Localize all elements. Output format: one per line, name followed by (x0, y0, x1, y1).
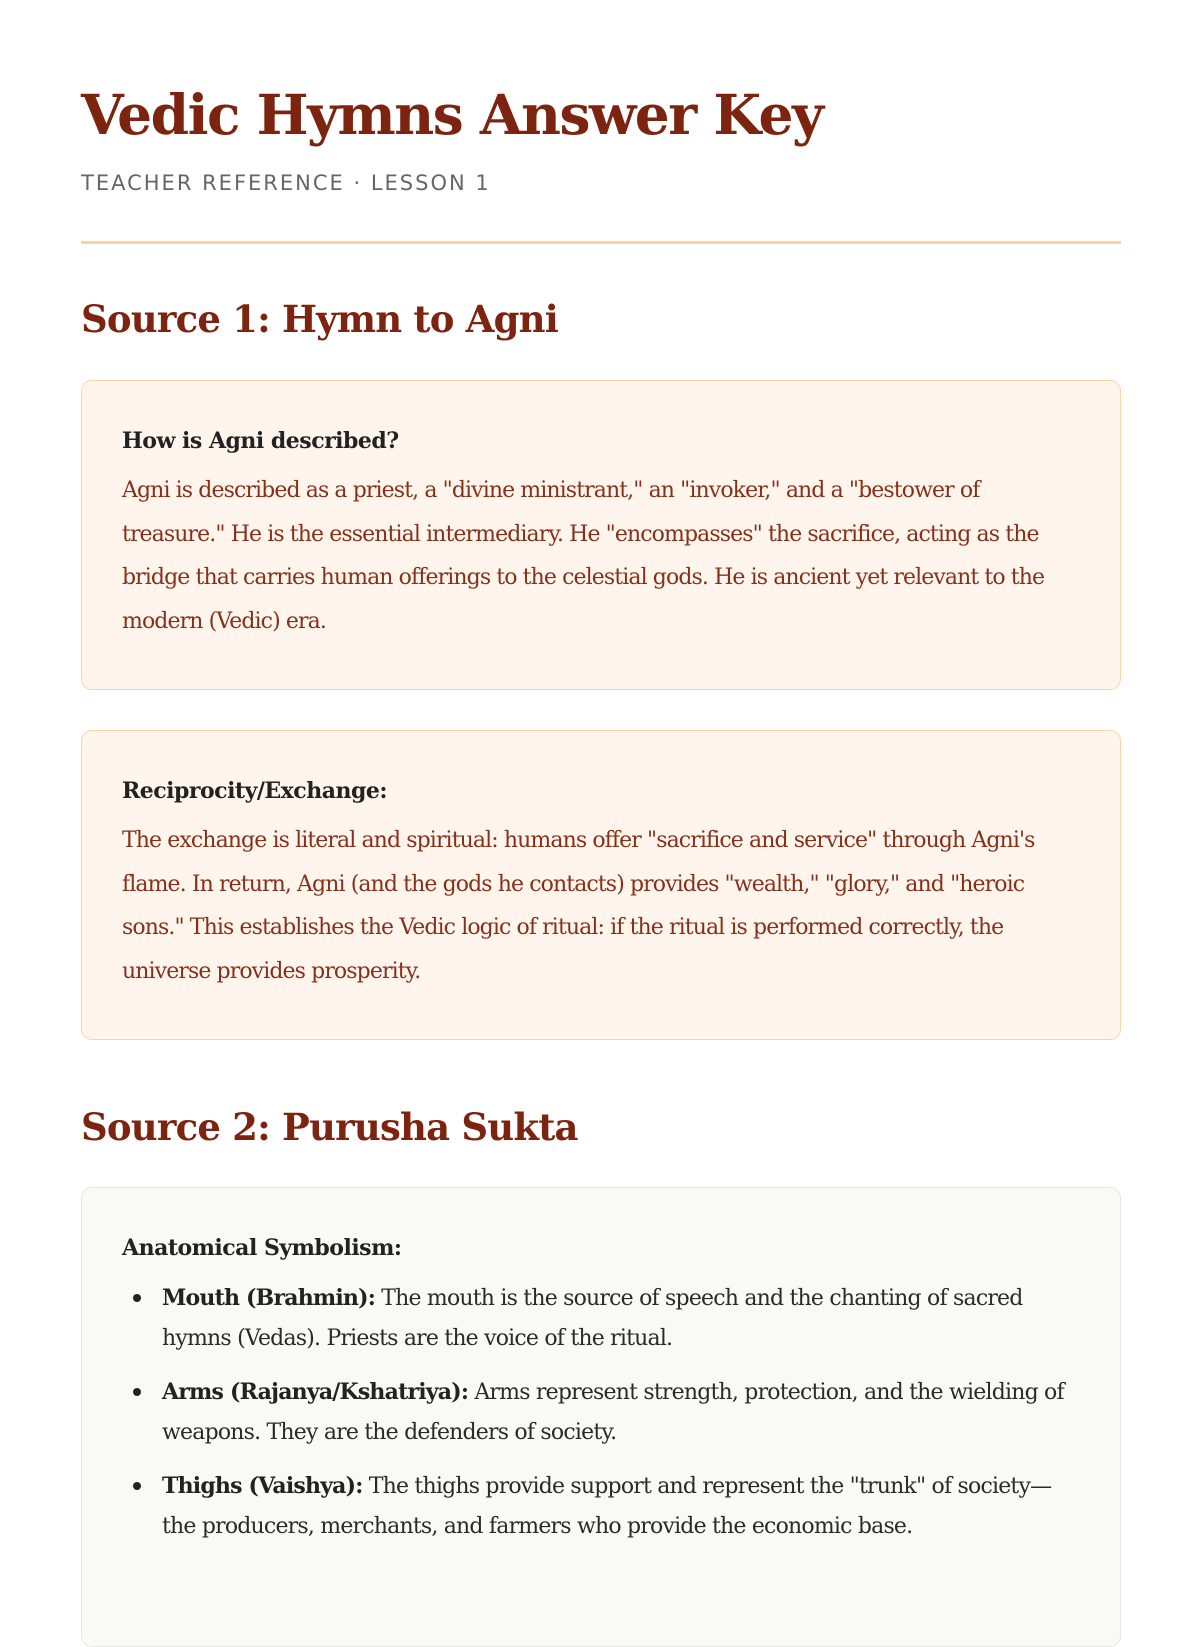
question-label: How is Agni described? (122, 428, 399, 454)
section-heading-agni: Source 1: Hymn to Agni (81, 297, 559, 341)
question-label: Reciprocity/Exchange: (122, 778, 387, 804)
list-item (122, 1466, 1080, 1547)
list-item-term: Thighs (Vaishya): (162, 1473, 363, 1499)
page-title: Vedic Hymns Answer Key (81, 82, 823, 147)
section-heading-purusha: Source 2: Purusha Sukta (81, 1105, 578, 1149)
list-item-text: The thighs provide support and represent the "trunk" of society—the producers, merchants, and farmers who provide the economic base. (162, 1474, 1052, 1539)
symbolism-list (122, 1278, 1080, 1547)
list-item-text: Arms represent strength, protection, and the wielding of weapons. They are the defenders of society. (162, 1380, 1064, 1445)
list-item (122, 1278, 1080, 1359)
answer-card-agni-description (81, 380, 1121, 690)
header-divider (81, 241, 1121, 244)
list-item-text: The mouth is the source of speech and the chanting of sacred hymns (Vedas). Priests are the voice of the ritual. (162, 1286, 1023, 1351)
bullet-icon (133, 1294, 141, 1302)
answer-card-anatomical-symbolism (81, 1187, 1121, 1647)
answer-text: Agni is described as a priest, a "divine ministrant," an "invoker," and a "bestower of treasure." He is the essential intermediary. He "encompasses" the sacrifice, acting as the bridge that carries human offerings to the celestial gods. He is ancient yet relevant to the modern (Vedic) era. (122, 478, 1045, 634)
list-item-term: Arms (Rajanya/Kshatriya): (162, 1379, 469, 1405)
list-item (122, 1372, 1080, 1453)
list-item-term: Mouth (Brahmin): (162, 1285, 376, 1311)
bullet-icon (133, 1388, 141, 1396)
question-label: Anatomical Symbolism: (122, 1235, 402, 1261)
page-subtitle: TEACHER REFERENCE · LESSON 1 (81, 171, 491, 195)
answer-text: The exchange is literal and spiritual: humans offer "sacrifice and service" through Agni's flame. In return, Agni (and the gods he contacts) provides "wealth," "glory," and "heroic sons." This establishes the Vedic logic of ritual: if the ritual is performed correctly, the universe provides prosperity. (122, 828, 1035, 984)
answer-card-reciprocity (81, 730, 1121, 1040)
bullet-icon (133, 1482, 141, 1490)
